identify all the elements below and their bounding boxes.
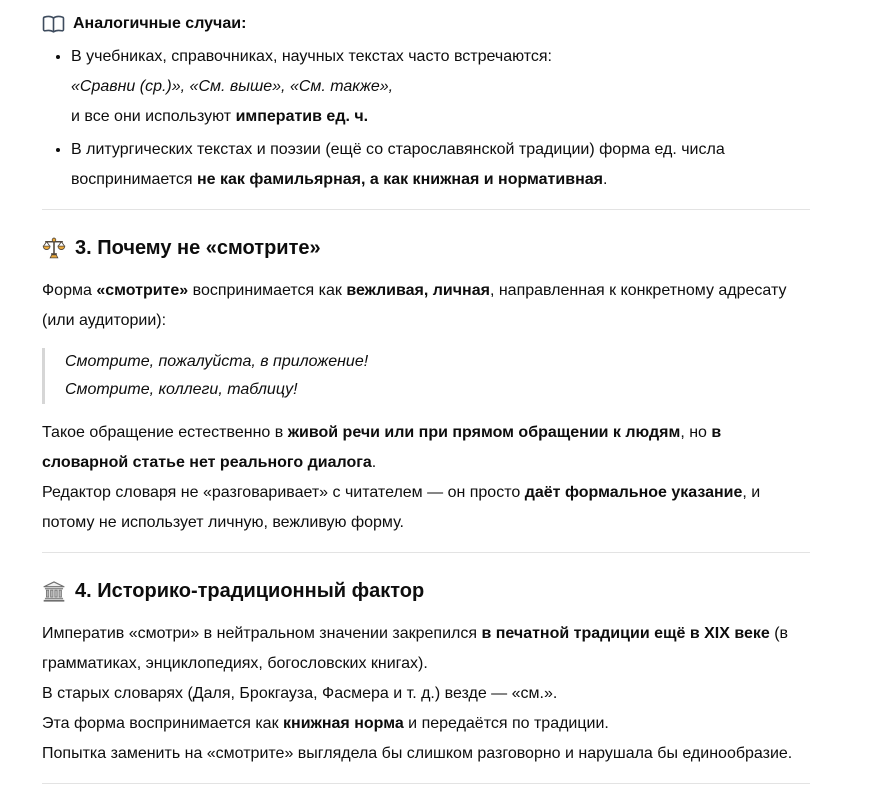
bullet-list <box>42 42 810 195</box>
scales-icon <box>42 237 66 260</box>
classical-building-icon <box>42 581 66 602</box>
paragraph-intro: Форма «смотрите» воспринимается как вежливая, личная, направленная к конкретному адресату (или аудитории): <box>42 282 787 329</box>
section-heading-4-text: 4. Историко-традиционный фактор <box>75 580 425 602</box>
section-heading-3-text: 3. Почему не «смотрите» <box>75 237 321 259</box>
paragraph-body: Такое обращение естественно в живой речи или при прямом обращении к людям, но в словарной статье нет реального диалога. Редактор словаря не «разговаривает» с читателем — он просто даёт формальное указание, и потому не использует личную, вежливую форму. <box>42 424 761 531</box>
section-4 <box>42 577 810 769</box>
section-heading-3 <box>42 234 810 262</box>
quote-block: Смотрите, пожалуйста, в приложение! Смотрите, коллеги, таблицу! <box>42 348 810 404</box>
divider <box>42 552 810 553</box>
analogous-cases-title-text: Аналогичные случаи: <box>73 15 247 32</box>
divider <box>42 783 810 784</box>
section-heading-4 <box>42 577 810 605</box>
paragraph-body: Императив «смотри» в нейтральном значении закрепился в печатной традиции ещё в XIX веке (в грамматиках, энциклопедиях, богословских книгах). В старых словарях (Даля, Брокгауза, Фасмера и т. д.) везде — «см.». Эта форма воспринимается как книжная норма и передаётся по традиции. Попытка заменить на «смотрите» выглядела бы слишком разговорно и нарушала бы единообразие. <box>42 625 793 762</box>
analogous-cases-title <box>42 12 810 36</box>
open-book-icon <box>42 15 65 34</box>
divider <box>42 209 810 210</box>
list-item: • В литургических текстах и поэзии (ещё со старославянской традиции) форма ед. числа воспринимается не как фамильярная, а как книжная и нормативная. <box>71 135 810 195</box>
list-item: • В учебниках, справочниках, научных текстах часто встречаются: «Сравни (ср.)», «См. выше», «См. также», и все они используют императив ед. ч. <box>71 42 810 132</box>
